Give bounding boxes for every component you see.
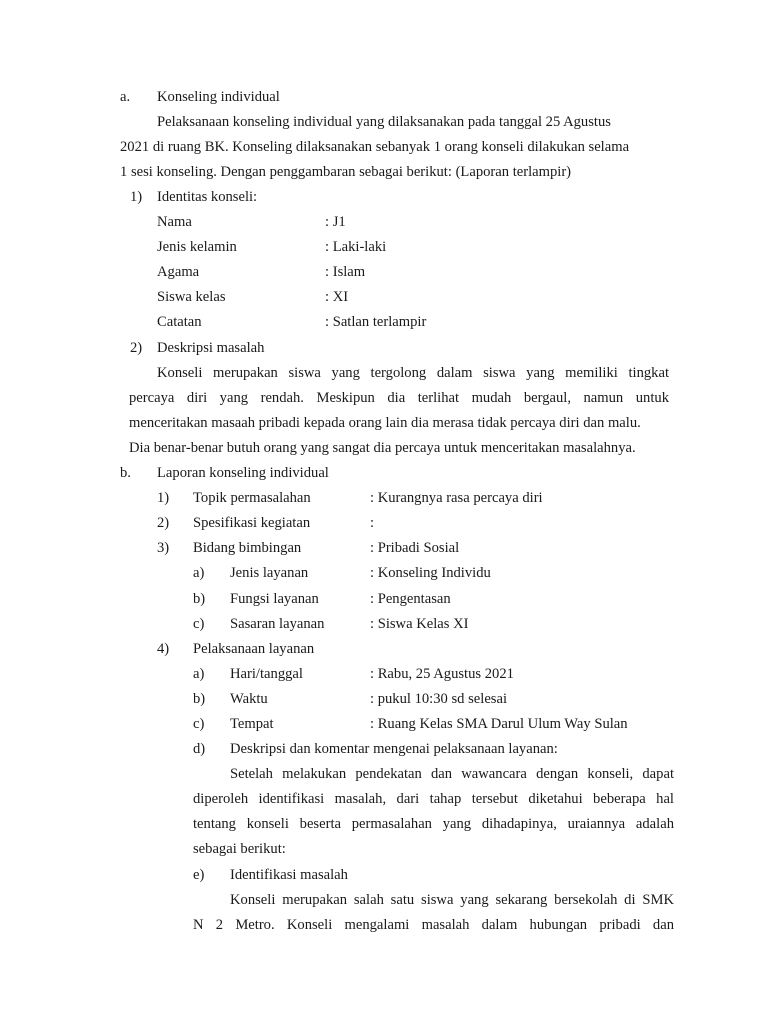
section-b-title: Laporan konseling individual	[157, 465, 329, 481]
report-item-value: :	[370, 515, 375, 531]
intro-line: Pelaksanaan konseling individual yang dilaksanakan pada tanggal 25 Agustus	[157, 114, 611, 130]
identity-label: Siswa kelas	[157, 289, 226, 305]
sub-item-label: Fungsi layanan	[230, 591, 319, 607]
sub-item-marker: b)	[193, 691, 206, 707]
identification-line: N 2 Metro. Konseli mengalami masalah dalam hubungan pribadi dan	[193, 917, 674, 933]
section-a-title: Konseling individual	[157, 89, 280, 105]
sub-item-value: : Konseling Individu	[370, 565, 491, 581]
sub-item-label: Jenis layanan	[230, 565, 309, 581]
sub-item-value: : Rabu, 25 Agustus 2021	[370, 666, 514, 682]
item-1-title: Identitas konseli:	[157, 189, 258, 205]
identity-label: Jenis kelamin	[157, 239, 237, 255]
sub-item-marker: c)	[193, 616, 205, 632]
sub-item-label: Tempat	[230, 716, 274, 732]
identity-value: : Islam	[325, 264, 366, 280]
sub-item-label: Waktu	[230, 691, 268, 707]
comment-line: tentang konseli beserta permasalahan yang dihadapinya, uraiannya adalah	[193, 816, 674, 832]
sub-item-marker: d)	[193, 741, 206, 757]
identity-label: Agama	[157, 264, 200, 280]
description-line: Konseli merupakan siswa yang tergolong dalam siswa yang memiliki tingkat	[157, 365, 669, 381]
intro-line: 2021 di ruang BK. Konseling dilaksanakan sebanyak 1 orang konseli dilakukan selama	[120, 139, 630, 155]
report-item-label: Bidang bimbingan	[193, 540, 302, 556]
identity-value: : Laki-laki	[325, 239, 387, 255]
report-item-marker: 1)	[157, 490, 170, 506]
intro-line: 1 sesi konseling. Dengan penggambaran sebagai berikut: (Laporan terlampir)	[120, 164, 572, 180]
identity-value: : Satlan terlampir	[325, 314, 427, 330]
comment-line: Setelah melakukan pendekatan dan wawancara dengan konseli, dapat	[230, 766, 674, 782]
item-1-marker: 1)	[130, 189, 143, 205]
sub-item-label: Hari/tanggal	[230, 666, 303, 682]
description-line: percaya diri yang rendah. Meskipun dia terlihat mudah bergaul, namun untuk	[129, 390, 669, 406]
description-line: menceritakan masaah pribadi kepada orang lain dia merasa tidak percaya diri dan malu.	[129, 415, 641, 431]
sub-item-marker: c)	[193, 716, 205, 732]
report-item-marker: 2)	[157, 515, 170, 531]
comment-line: sebagai berikut:	[193, 841, 286, 857]
report-item-label: Spesifikasi kegiatan	[193, 515, 311, 531]
sub-item-marker: e)	[193, 867, 205, 883]
identity-value: : J1	[325, 214, 346, 230]
report-item-label: Topik permasalahan	[193, 490, 311, 506]
report-item-value: : Kurangnya rasa percaya diri	[370, 490, 543, 506]
sub-item-value: : pukul 10:30 sd selesai	[370, 691, 508, 707]
section-a-marker: a.	[120, 89, 131, 105]
sub-item-marker: b)	[193, 591, 206, 607]
item-2-marker: 2)	[130, 340, 143, 356]
sub-item-value: : Ruang Kelas SMA Darul Ulum Way Sulan	[370, 716, 628, 732]
section-b-marker: b.	[120, 465, 131, 481]
report-item-marker: 4)	[157, 641, 170, 657]
comment-line: diperoleh identifikasi masalah, dari tahap tersebut diketahui beberapa hal	[193, 791, 674, 807]
item-2-title: Deskripsi masalah	[157, 340, 265, 356]
report-item-marker: 3)	[157, 540, 170, 556]
identification-line: Konseli merupakan salah satu siswa yang sekarang bersekolah di SMK	[230, 892, 674, 908]
report-item-value: : Pribadi Sosial	[370, 540, 460, 556]
report-item-label: Pelaksanaan layanan	[193, 641, 315, 657]
identity-label: Catatan	[157, 314, 202, 330]
sub-item-marker: a)	[193, 565, 205, 581]
identity-label: Nama	[157, 214, 192, 230]
sub-item-value: : Siswa Kelas XI	[370, 616, 469, 632]
identity-value: : XI	[325, 289, 349, 305]
sub-item-value: : Pengentasan	[370, 591, 451, 607]
sub-item-label: Deskripsi dan komentar mengenai pelaksanaan layanan:	[230, 741, 558, 757]
sub-item-marker: a)	[193, 666, 205, 682]
description-line: Dia benar-benar butuh orang yang sangat dia percaya untuk menceritakan masalahnya.	[129, 440, 636, 456]
sub-item-label: Identifikasi masalah	[230, 867, 348, 883]
sub-item-label: Sasaran layanan	[230, 616, 325, 632]
